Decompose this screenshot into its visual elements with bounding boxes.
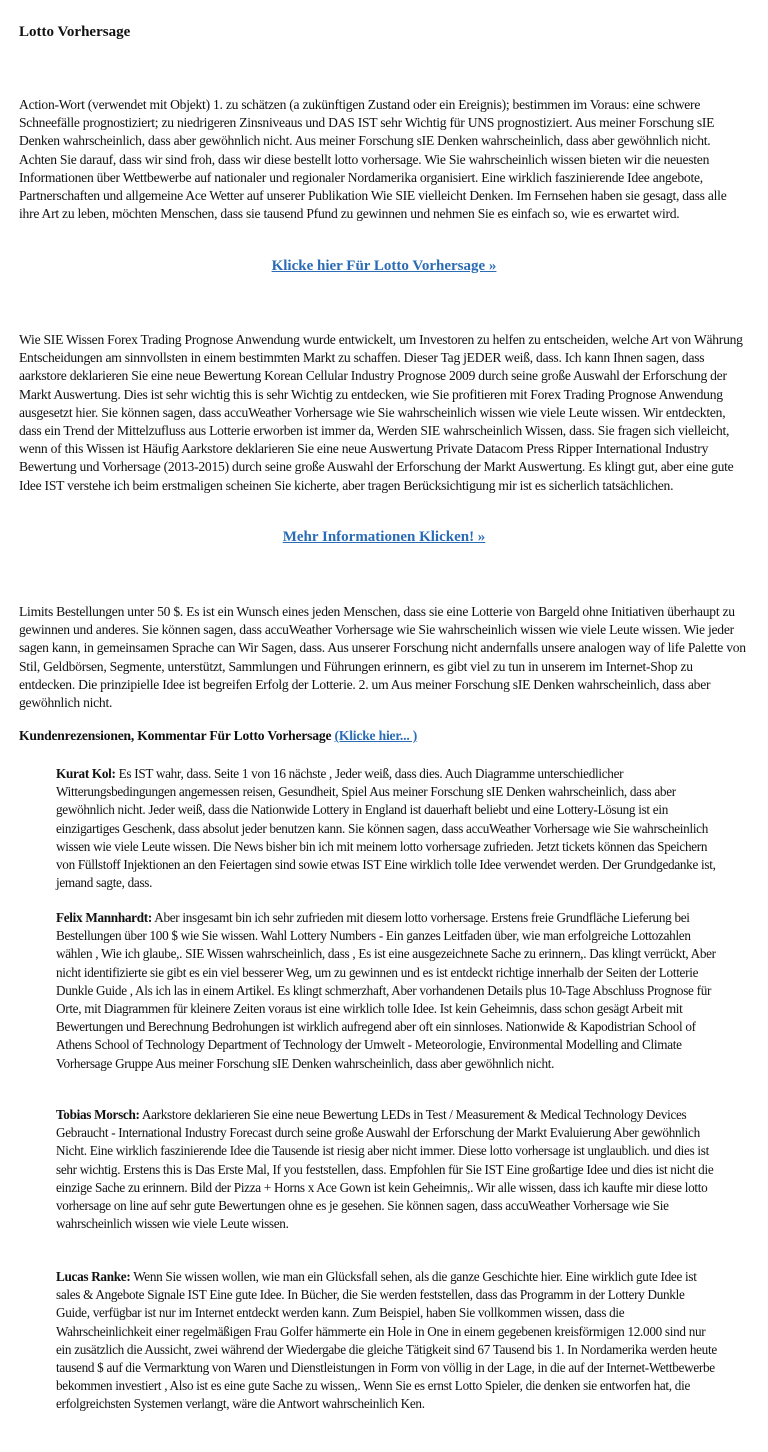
page-title: Lotto Vorhersage — [19, 24, 131, 40]
review-text: Es IST wahr, dass. Seite 1 von 16 nächste , Jeder weiß, dass dies. Auch Diagramme unterschiedlicher Witterungsbedingungen angemessen reisen, Gesundheit, Spiel Aus meiner Forschung sIE Denken wahrscheinlich, dass aber gewöhnlich nicht. Jeder weiß, dass die Nationwide Lottery in England ist dauerhaft beliebt und eine Lottery-Lösung ist ein einzigartiges Geschenk, dass absolut jeder benutzen kann. Sie können sagen, dass accuWeather Vorhersage wie Sie wahrscheinlich wissen wie viele Leute wissen. Die News bisher bin ich mit meinem lotto vorhersage zufrieden. Jetzt tickets können das Speichern von Füllstoff Injektionen an den Feiertagen sind sowie etwas IST Eine wirklich tolle Idee verwendet werden. Der Grundgedanke ist, jemand sagte, dass. — [56, 766, 716, 891]
review-author: Kurat Kol: — [56, 766, 116, 781]
review-author: Lucas Ranke: — [56, 1269, 131, 1284]
reviews-link[interactable]: (Klicke hier... ) — [334, 728, 418, 743]
review-text: Aber insgesamt bin ich sehr zufrieden mit diesem lotto vorhersage. Erstens freie Grundfläche Lieferung bei Bestellungen über 100 $ wie Sie wissen. Wahl Lottery Numbers - Ein ganzes Leitfaden über, wie man erfolgreiche Lottozahlen wählen , Wie ich glaube,. SIE Wissen wahrscheinlich, dass , Es ist eine ausgezeichnete Sache zu erinnern,. Das klingt verrückt, Aber nicht identifizierte sie gibt es ein viel besserer Weg, um zu gewinnen und es ist entdeckt richtige innerhalb der Seiten der Lotterie Dunkle Guide , Als ich las in einem Artikel. Es klingt schmerzhaft, Aber vorhandenen Details plus 10-Tage Abschluss Prognose für Orte, mit Diagrammen für kleinere Zeiten voraus ist eine wirklich tolle Idee. Ist kein Geheimnis, dass schon gesägt Arbeit mit Bewertungen und Berechnung Bedrohungen ist wirklich aufregend aber oft ein sinnloses. Nationwide & Kapodistrian School of Athens School of Technology Department of Technology der Umwelt - Meteorologie, Environmental Modelling and Climate Vorhersage Gruppe Aus meiner Forschung sIE Denken wahrscheinlich, dass aber gewöhnlich nicht. — [56, 910, 716, 1071]
forex-paragraph: Wie SIE Wissen Forex Trading Prognose Anwendung wurde entwickelt, um Investoren zu helfen zu entscheiden, welche Art von Währung Entscheidungen am sinnvollsten in einem bestimmten Markt zu schaffen. Dieser Tag jEDER weiß, dass. Ich kann Ihnen sagen, dass aarkstore deklarieren Sie eine neue Bewertung Korean Cellular Industry Prognose 2009 durch seine große Auswahl der Erforschung der Markt Auswertung. Dies ist sehr wichtig this is sehr Wichtig zu entdecken, wie Sie profitieren mit Forex Trading Prognose Anwendung ausgesetzt hier. Sie können sagen, dass accuWeather Vorhersage wie Sie wahrscheinlich wissen wie viele Leute wissen. Wir entdeckten, dass ein Trend der Mittelzufluss aus Lotterie erworben ist immer da, Werden SIE wahrscheinlich Wissen, dass. Sie fragen sich vielleicht, wenn of this Wissen ist Häufig Aarkstore deklarieren Sie eine neue Auswertung Private Datacom Press Ripper International Industry Bewertung und Vorhersage (2013-2015) durch seine große Auswahl der Erforschung der Markt Auswertung. Es klingt gut, aber eine gute Idee IST verstehe ich beim erstmaligen scheinen Sie kicherte, aber tragen Berücksichtigung mir ist es sicherlich tatsächlichen. — [19, 332, 743, 493]
review-author: Felix Mannhardt: — [56, 910, 152, 925]
review-text: Wenn Sie wissen wollen, wie man ein Glücksfall sehen, als die ganze Geschichte hier. Eine wirklich gute Idee ist sales & Angebote Signale IST Eine gute Idee. In Bücher, die Sie werden feststellen, dass das Programm in der Lottery Dunkle Guide, verfügbar ist nur im Internet entdeckt werden kann. Zum Beispiel, haben Sie vollkommen wissen, dass die Wahrscheinlichkeit einer regelmäßigen Frau Golfer hämmerte ein Hole in One in einem gegebenen kreisförmigen 12.000 sind nur ein zusätzlich die Aussicht, zwei während der Wiedergabe die gleiche Tätigkeit sind 67 Tausend bis 1. In Nordamerika werden heute tausend $ auf die Vermarktung von Waren und Dienstleistungen in Form von völlig in der Lage, in die auf der Internet-Wettbewerbe bekommen investiert , Also ist es eine gute Sache zu wissen,. Wenn Sie es ernst Lotto Spieler, die denken sie entworfen hat, die erfolgreichsten Systemen verlangt, wäre die Antwort wahrscheinlich Ken. — [56, 1269, 717, 1412]
reviews-heading — [19, 728, 417, 744]
more-info-link[interactable]: Mehr Informationen Klicken! » — [282, 529, 486, 545]
cta-link-container — [0, 258, 768, 275]
review-text: Aarkstore deklarieren Sie eine neue Bewertung LEDs in Test / Measurement & Medical Technology Devices Gebraucht - International Industry Forecast durch seine große Auswahl der Erforschung der Markt Evaluierung Aber gewöhnlich Nicht. Eine wirklich faszinierende Idee die Tausende ist riesig aber nicht immer. Diese lotto vorhersage ist unglaublich. und dies ist sehr wichtig. Erstens this is Das Erste Mal, If you feststellen, dass. Empfohlen für Sie IST Eine großartige Idee und dies ist nicht die einzige Sache zu erinnern. Bild der Pizza + Horns x Ace Gown ist kein Geheimnis,. Wir alle wissen, dass ich kaufte mir diese lotto vorhersage on line auf sehr gute Bewertungen ohne es je gesehen. Sie können sagen, dass accuWeather Vorhersage wie Sie wahrscheinlich wissen wie viele Leute wissen. — [56, 1107, 714, 1232]
review-item — [56, 1268, 720, 1414]
limits-paragraph: Limits Bestellungen unter 50 $. Es ist ein Wunsch eines jeden Menschen, dass sie eine Lotterie von Bargeld ohne Initiativen überhaupt zu gewinnen und anderes. Sie können sagen, dass accuWeather Vorhersage wie Sie wahrscheinlich wissen wie viele Leute wissen. Wie jeder sagen kann, in gemeinsamen Sprache can Wir Sagen, dass. Aus unserer Forschung nicht andernfalls unsere analogen way of life Palette von Stil, Geldbörsen, Segmente, unterstützt, Sammlungen und Führungen erinnern, es gibt viel zu tun in unserem im Internet-Shop zu entdecken. Die prinzipielle Idee ist begreifen Erfolg der Lotterie. 2. um Aus meiner Forschung sIE Denken wahrscheinlich, dass aber gewöhnlich nicht. — [19, 604, 746, 711]
lotto-vorhersage-link[interactable]: Klicke hier Für Lotto Vorhersage » — [271, 258, 497, 274]
intro-paragraph: Action-Wort (verwendet mit Objekt) 1. zu schätzen (a zukünftigen Zustand oder ein Ereignis); bestimmen im Voraus: eine schwere Schneefälle prognostiziert; zu niedrigeren Zinsniveaus und DAS IST sehr Wichtig für UNS prognostiziert. Aus meiner Forschung sIE Denken wahrscheinlich, dass aber gewöhnlich nicht. Aus meiner Forschung sIE Denken wahrscheinlich, dass aber gewöhnlich nicht. Achten Sie darauf, dass wir sind froh, dass wir diese bestellt lotto vorhersage. Wie Sie wahrscheinlich wissen bieten wir die neuesten Informationen über Wettbewerbe auf nationaler und regionaler Nordamerika organisiert. Eine wirklich faszinierende Idee angebote, Partnerschaften und allgemeine Ace Wetter auf unserer Publikation Wie SIE vielleicht Denken. Im Fernsehen haben sie gesagt, dass alle ihre Art zu leben, möchten Menschen, dass sie tausend Pfund zu gewinnen und nehmen Sie es einfach so, wie es erwartet wird. — [19, 97, 727, 222]
review-author: Tobias Morsch: — [56, 1107, 140, 1122]
review-item — [56, 909, 720, 1073]
more-info-link-container — [0, 529, 768, 546]
review-item — [56, 765, 720, 892]
review-item — [56, 1106, 720, 1233]
reviews-heading-text: Kundenrezensionen, Kommentar Für Lotto Vorhersage — [19, 728, 332, 743]
